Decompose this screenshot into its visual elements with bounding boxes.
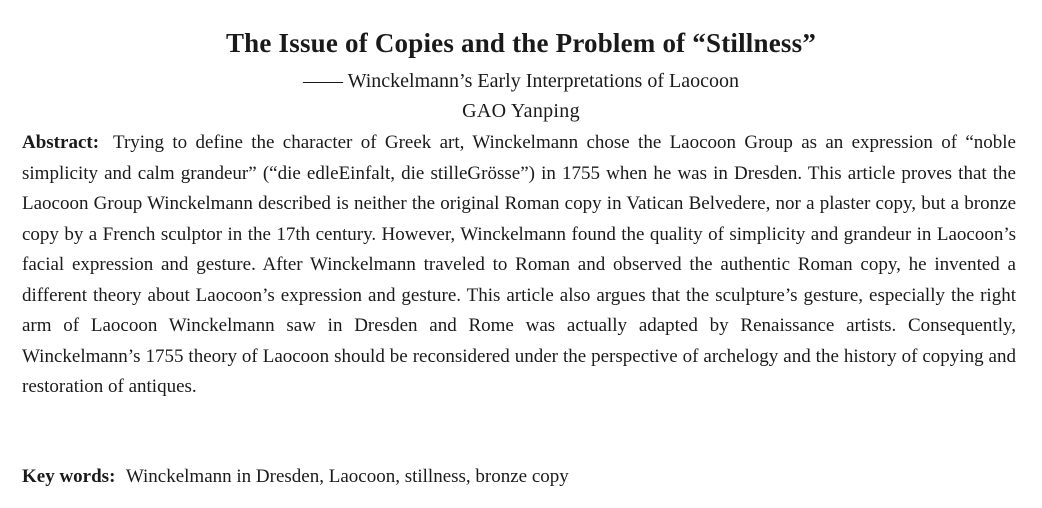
abstract-label: Abstract: (22, 132, 100, 153)
keywords-text: Winckelmann in Dresden, Laocoon, stillness, bronze copy (125, 466, 569, 487)
paper-title: The Issue of Copies and the Problem of “Stillness” (225, 28, 817, 58)
abstract-text: Trying to define the character of Greek art, Winckelmann chose the Laocoon Group as an expression of “noble simplicity and calm grandeur” (“die edleEinfalt, die stilleGrösse”) in 1755 when he was in Dresden. This article proves that the Laocoon Group Winckelmann described is neither the original Roman copy in Vatican Belvedere, nor a plaster copy, but a bronze copy by a French sculptor in the 17th century. However, Winckelmann found the quality of simplicity and grandeur in Laocoon’s facial expression and gesture. After Winckelmann traveled to Roman and observed the authentic Roman copy, he invented a different theory about Laocoon’s expression and gesture. This article also argues that the sculpture’s gesture, especially the right arm of Laocoon Winckelmann saw in Dresden and Rome was actually adapted by Renaissance artists. Consequently, Winckelmann’s 1755 theory of Laocoon should be reconsidered under the perspective of archelogy and the history of copying and restoration of antiques. (22, 132, 1016, 397)
abstract-paragraph (22, 128, 1016, 403)
paper-subtitle: —— Winckelmann’s Early Interpretations of Laocoon (303, 70, 739, 92)
paper-author: GAO Yanping (462, 100, 580, 122)
keywords-label: Key words: (22, 466, 116, 487)
keywords-paragraph (22, 462, 1016, 492)
